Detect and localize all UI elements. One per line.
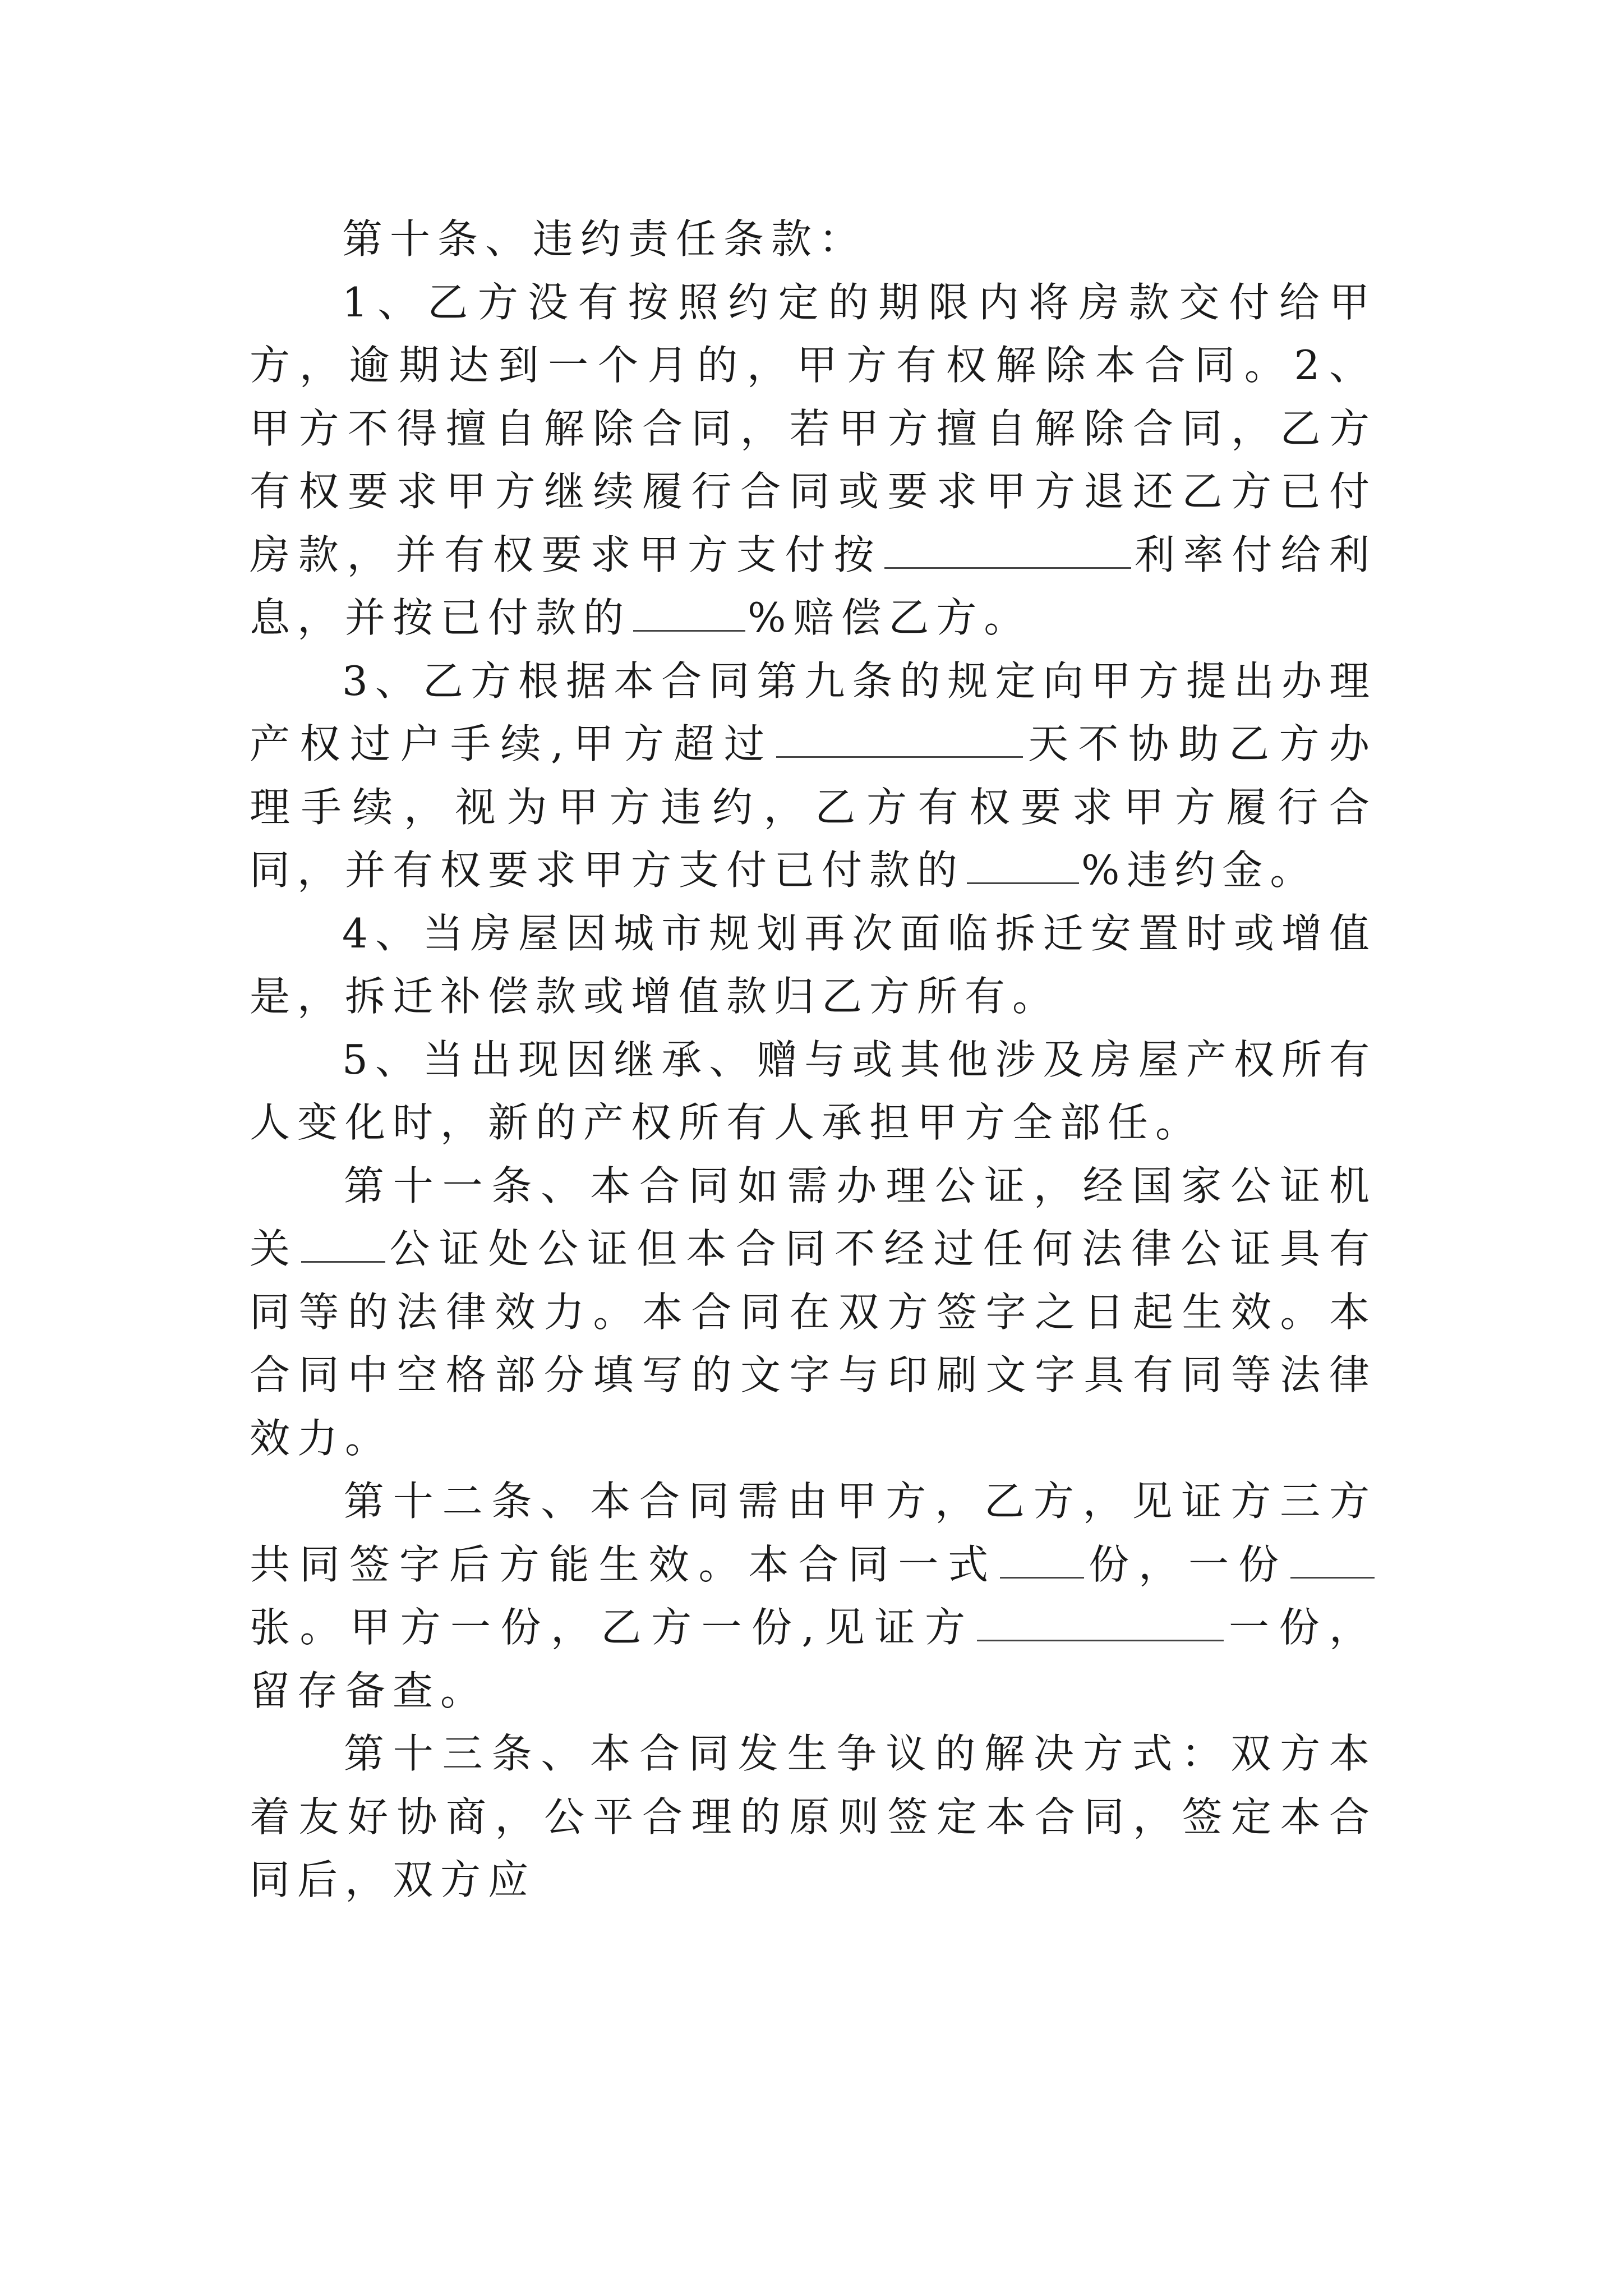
compensation-percent-blank[interactable] — [633, 597, 745, 632]
article-11-paragraph: 第十一条、本合同如需办理公证，经国家公证机关 公证处公证但本合同不经过任何法律公证具有同等的法律效力。本合同在双方签字之日起生效。本合同中空格部分填写的文字与印刷文字具有同等法律效力。 — [250, 1162, 1377, 1462]
article-13-paragraph: 第十三条、本合同发生争议的解决方式：双方本着友好协商，公平合理的原则签定本合同，签定本合同后，双方应 — [250, 1730, 1377, 1903]
document-page — [250, 208, 1377, 1912]
witness-name-blank[interactable] — [977, 1607, 1224, 1641]
copies-count-blank[interactable] — [1000, 1544, 1084, 1579]
clause-1-2-paragraph: 1、乙方没有按照约定的期限内将房款交付给甲方，逾期达到一个月的，甲方有权解除本合同。2、甲方不得擅自解除合同，若甲方擅自解除合同，乙方有权要求甲方继续履行合同或要求甲方退还乙方已付房款，并有权要求甲方支付按 利率付给利息，并按已付款的 %赔偿乙方。 — [250, 278, 1377, 641]
article-12-paragraph: 第十二条、本合同需由甲方，乙方，见证方三方共同签字后方能生效。本合同一式 份，一份张。甲方一份，乙方一份,见证方 一份，留存备查。 — [250, 1478, 1377, 1714]
interest-rate-blank[interactable] — [884, 535, 1131, 569]
clause-4-paragraph: 4、当房屋因城市规划再次面临拆迁安置时或增值是，拆迁补偿款或增值款归乙方所有。 — [250, 909, 1377, 1020]
days-blank[interactable] — [776, 724, 1023, 758]
pages-count-blank[interactable] — [1290, 1544, 1375, 1579]
notary-name-blank[interactable] — [301, 1228, 385, 1263]
penalty-percent-blank[interactable] — [967, 850, 1079, 884]
article-10-heading: 第十条、违约责任条款： — [342, 215, 867, 263]
clause-3-paragraph: 3、乙方根据本合同第九条的规定向甲方提出办理产权过户手续,甲方超过 天不协助乙方办理手续，视为甲方违约，乙方有权要求甲方履行合同，并有权要求甲方支付已付款的 %违约金。 — [250, 657, 1377, 894]
clause-5-paragraph: 5、当出现因继承、赠与或其他涉及房屋产权所有人变化时，新的产权所有人承担甲方全部任。 — [250, 1036, 1377, 1146]
